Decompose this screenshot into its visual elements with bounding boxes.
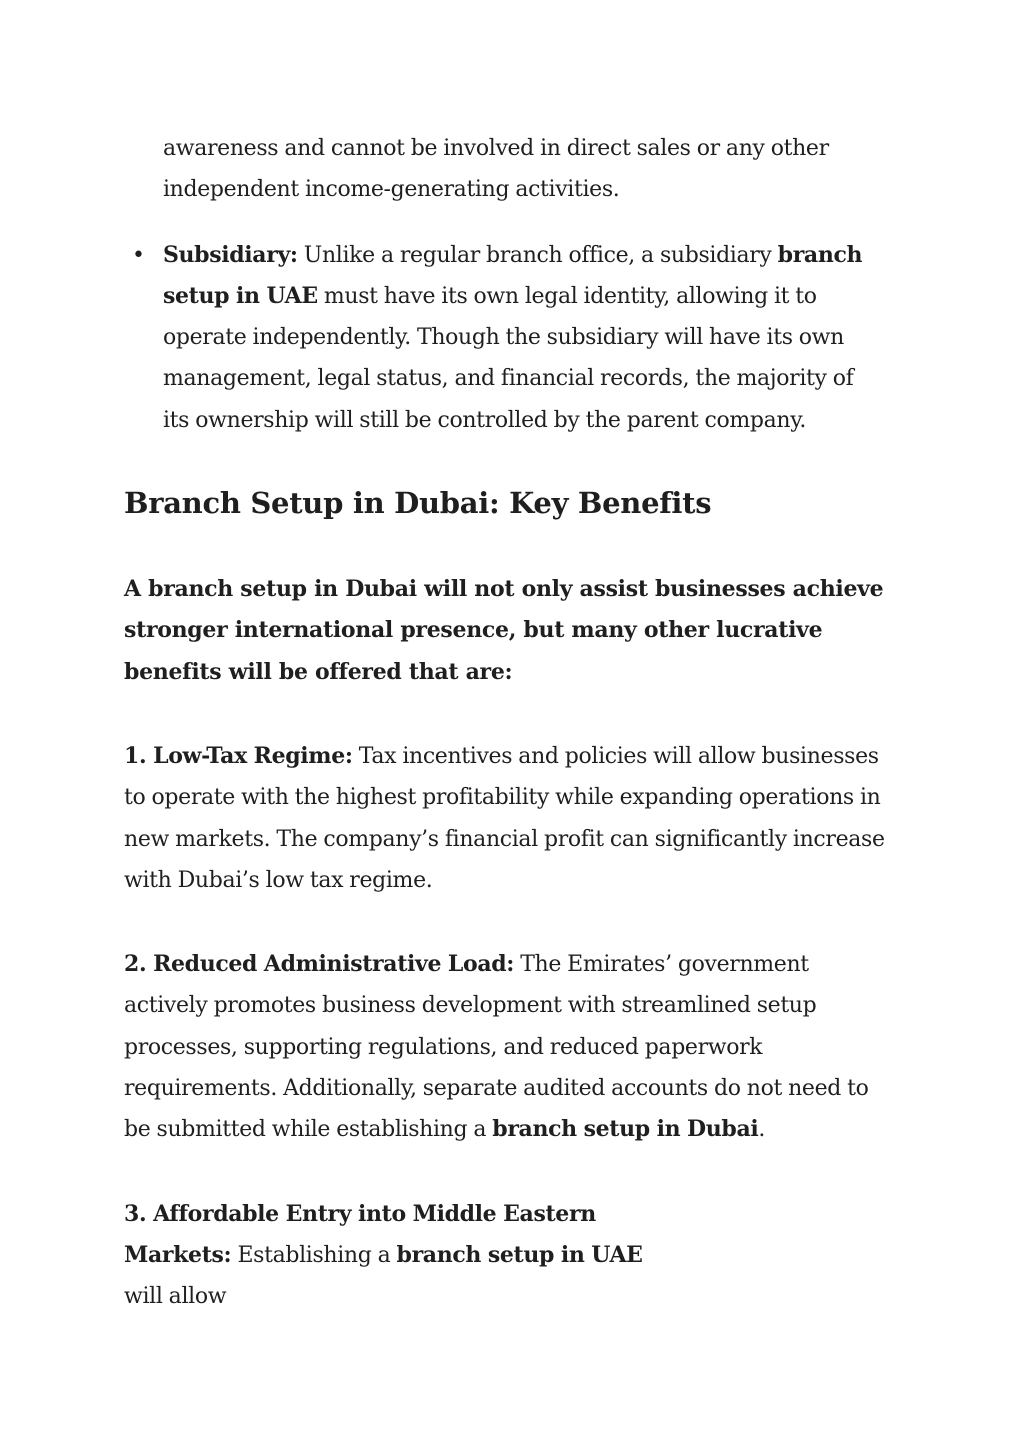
benefit-bold-term: branch setup in UAE [396,1241,643,1268]
benefit-label: 1. Low-Tax Regime: [124,742,353,769]
subsidiary-bold-term: branch setup in UAE [163,241,863,309]
benefit-item [124,1194,684,1318]
benefit-tail: . [758,1117,766,1143]
subsidiary-text-1: Unlike a regular branch office, a subsidiary [297,242,778,268]
subsidiary-paragraph [163,235,863,441]
bullet-icon: • [132,242,145,268]
benefit-item [124,944,894,1150]
benefit-label: 2. Reduced Administrative Load: [124,951,515,978]
section-heading: Branch Setup in Dubai: Key Benefits [124,486,712,521]
subsidiary-text-2: must have its own legal identity, allowing it to operate independently. Though the subsidiary will have its own management, legal status, and financial records, the majority of its ownership will still be controlled by the parent company. [163,283,854,433]
subsidiary-label: Subsidiary: [163,241,298,268]
benefit-text: The Emirates’ government actively promotes business development with streamlined setup processes, supporting regulations, and reduced paperwork requirements. Additionally, separate audited accounts do not need to be submitted while establishing a [124,952,869,1143]
benefit-bold-term: branch setup in Dubai [492,1116,759,1143]
subsidiary-bullet [132,235,863,441]
document-page [124,128,904,1318]
benefit-text: Tax incentives and policies will allow businesses to operate with the highest profitability while expanding operations in new markets. The company’s financial profit can significantly increase with Dubai’s low tax regime. [124,743,885,893]
benefit-text: Establishing a [231,1242,397,1268]
benefit-tail: will allow [124,1284,227,1310]
benefit-label: 3. Affordable Entry into Middle Eastern Markets: [124,1200,596,1268]
benefit-item [124,736,894,901]
branch-office-continuation: awareness and cannot be involved in direct sales or any other independent income-generating activities. [163,136,829,203]
lead-paragraph: A branch setup in Dubai will not only assist businesses achieve stronger international presence, but many other lucrative benefits will be offered that are: [124,576,884,685]
